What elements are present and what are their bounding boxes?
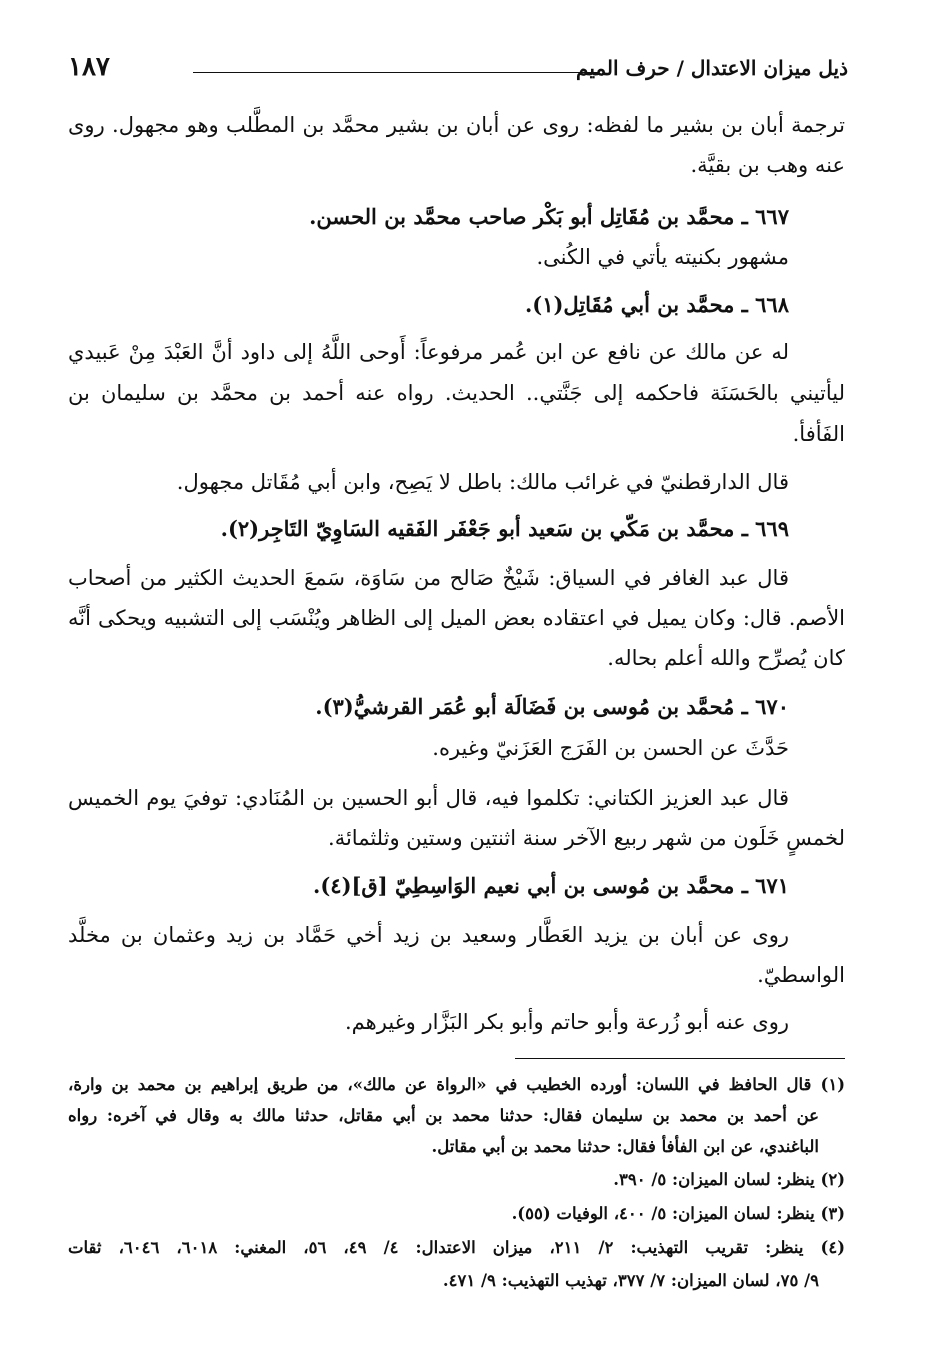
body-line: لخمسٍ خَلَون من شهر ربيع الآخر سنة اثنتين وستين وثلثمائة. <box>328 826 845 850</box>
body-line: ترجمة أبان بن بشير ما لفظه: روى عن أبان بن بشير محمَّد بن المطَّلب وهو مجهول. روى <box>68 113 845 137</box>
body-line: روى عن أبان بن يزيد العَطَّار وسعيد بن زيد أخي حَمَّاد بن زيد وعثمان بن مخلَّد <box>68 923 789 947</box>
page-header <box>68 52 848 92</box>
entry-heading: ٦٧١ ـ محمَّد بن مُوسى بن أبي نعيم الوَاسِطِيّ [ق](٤). <box>313 873 789 898</box>
running-title: ذيل ميزان الاعتدال / حرف الميم <box>576 56 848 80</box>
entry-heading: ٦٦٧ ـ محمَّد بن مُقَاتِل أبو بَكْر صاحب محمَّد بن الحسن. <box>309 204 789 229</box>
body-line: حَدَّثَ عن الحسن بن الفَرَج العَزَنيّ وغيره. <box>432 736 789 760</box>
entry-heading: ٦٧٠ ـ مُحمَّد بن مُوسى بن فَضَالَة أبو عُمَر القرشيُّ(٣). <box>315 694 789 719</box>
body-line: قال الدارقطنيّ في غرائب مالك: باطل لا يَصِح، وابن أبي مُقَاتل مجهول. <box>176 470 789 494</box>
body-line: له عن مالك عن نافع عن ابن عُمر مرفوعاً: أَوحى اللَّهُ إلى داود أنَّ العَبْدَ مِنْ عَبيدي <box>68 340 789 364</box>
body-line: كان يُصرِّح والله أعلم بحاله. <box>607 646 845 670</box>
body-line: عنه وهب بن بقيَّة. <box>690 153 845 177</box>
footnote-line: عن أحمد بن محمد بن سليمان فقال: حدثنا محمد بن أبي مقاتل، حدثنا مالك به وقال في آخره: رواه <box>68 1106 819 1125</box>
body-line: الفَأفأ. <box>792 422 845 446</box>
page-number: ١٨٧ <box>68 52 110 82</box>
footnote-line: (١) قال الحافظ في اللسان: أورده الخطيب في «الرواة عن مالك»، من طريق إبراهيم بن محمد بن وارة، <box>68 1075 845 1094</box>
footnote-line: الباغندي، عن ابن الفأفأ فقال: حدثنا محمد بن أبي مقاتل. <box>431 1137 819 1156</box>
entry-heading: ٦٦٨ ـ محمَّد بن أبي مُقَاتِل(١). <box>524 292 789 317</box>
body-line: مشهور بكنيته يأتي في الكُنى. <box>536 245 789 269</box>
footnote-line: (٤) ينظر: تقريب التهذيب: ٢/ ٢١١، ميزان الاعتدال: ٤/ ٤٩، ٥٦، المغني: ٦٠١٨، ٦٠٤٦، ثقات <box>68 1238 846 1257</box>
footnote-separator <box>515 1058 845 1059</box>
body-line: الواسطيّ. <box>757 963 845 987</box>
body-line: قال عبد العزيز الكتاني: تكلموا فيه، قال أبو الحسين بن المُنَادي: توفيَ يوم الخميس <box>68 786 789 810</box>
body-line: ليأتيني بالحَسَنَة فاحكمه إلى جَنَّتي.. الحديث. رواه عنه أحمد بن محمَّد بن سليمان بن <box>68 381 845 405</box>
entry-heading: ٦٦٩ ـ محمَّد بن مَكّي بن سَعيد أبو جَعْفَر الفَقيه السَاوِيّ التَاجِر(٢). <box>220 516 789 541</box>
body-line: الأصم. قال: وكان يميل في اعتقاده بعض الميل إلى الظاهر ويُنْسَب إلى التشبيه ويحكى أنَّه <box>68 606 845 630</box>
header-rule <box>193 72 598 73</box>
body-line: روى عنه أبو زُرعة وأبو حاتم وأبو بكر البَزَّار وغيرهم. <box>345 1010 789 1034</box>
body-line: قال عبد الغافر في السياق: شَيْخٌ صَالح من سَاوَة، سَمعَ الحديث الكثير من أصحاب <box>68 566 789 590</box>
footnote-line: (٣) ينظر: لسان الميزان: ٥/ ٤٠٠، الوفيات (٥٥). <box>511 1204 845 1223</box>
footnote-line: (٢) ينظر: لسان الميزان: ٥/ ٣٩٠. <box>613 1170 845 1189</box>
footnote-line: ٩/ ٧٥، لسان الميزان: ٧/ ٣٧٧، تهذيب التهذيب: ٩/ ٤٧١. <box>442 1271 819 1290</box>
